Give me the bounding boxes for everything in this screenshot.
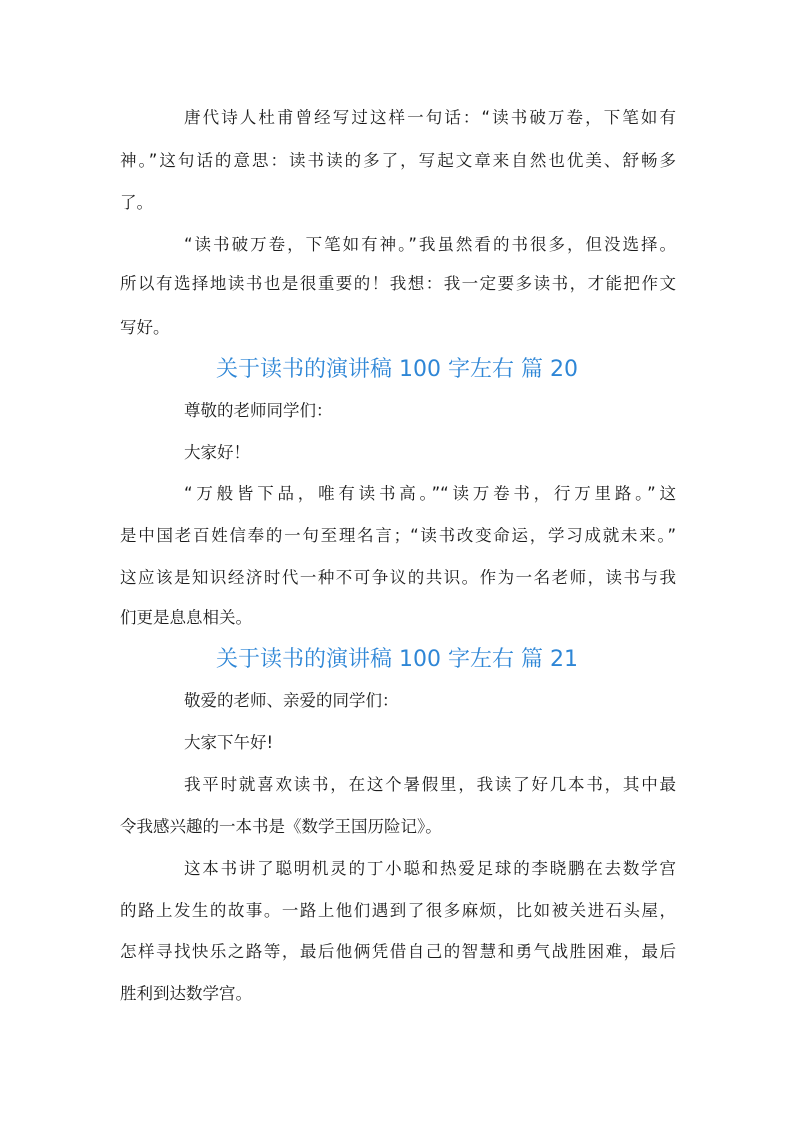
salutation: 敬爱的老师、亲爱的同学们：	[184, 691, 399, 710]
paragraph-line: 胜利到达数学宫。	[120, 984, 252, 1003]
paragraph-line: 神。”这句话的意思：读书读的多了，写起文章来自然也优美、舒畅多	[120, 151, 676, 170]
greeting: 大家好！	[184, 443, 250, 462]
paragraph-line: “读书破万卷，下笔如有神。”我虽然看的书很多，但没选择。	[184, 235, 676, 254]
section-heading: 关于读书的演讲稿 100 字左右 篇 21	[216, 647, 578, 672]
paragraph-line: 这本书讲了聪明机灵的丁小聪和热爱足球的李晓鹏在去数学宫	[184, 859, 676, 878]
paragraph-line: 是中国老百姓信奉的一句至理名言；“读书改变命运，学习成就未来。”	[120, 526, 676, 545]
greeting: 大家下午好!	[184, 733, 274, 752]
paragraph-line: 我平时就喜欢读书，在这个暑假里，我读了好几本书，其中最	[184, 775, 676, 794]
paragraph-line: 唐代诗人杜甫曾经写过这样一句话：“读书破万卷，下笔如有	[184, 108, 676, 127]
paragraph-line: 写好。	[120, 318, 170, 337]
paragraph-line: 所以有选择地读书也是很重要的！我想：我一定要多读书，才能把作文	[120, 274, 676, 293]
paragraph-line: 了。	[120, 193, 153, 212]
paragraph-line: “万般皆下品，唯有读书高。”“读万卷书，行万里路。”这	[184, 484, 676, 503]
paragraph-line: 的路上发生的故事。一路上他们遇到了很多麻烦，比如被关进石头屋，	[120, 901, 676, 920]
paragraph-line: 们更是息息相关。	[120, 608, 252, 627]
section-heading: 关于读书的演讲稿 100 字左右 篇 20	[216, 357, 578, 382]
paragraph-line: 怎样寻找快乐之路等，最后他俩凭借自己的智慧和勇气战胜困难，最后	[120, 942, 676, 961]
paragraph-line: 这应该是知识经济时代一种不可争议的共识。作为一名老师，读书与我	[120, 568, 676, 587]
salutation: 尊敬的老师同学们：	[184, 401, 333, 420]
paragraph-line: 令我感兴趣的一本书是《数学王国历险记》。	[120, 817, 442, 836]
